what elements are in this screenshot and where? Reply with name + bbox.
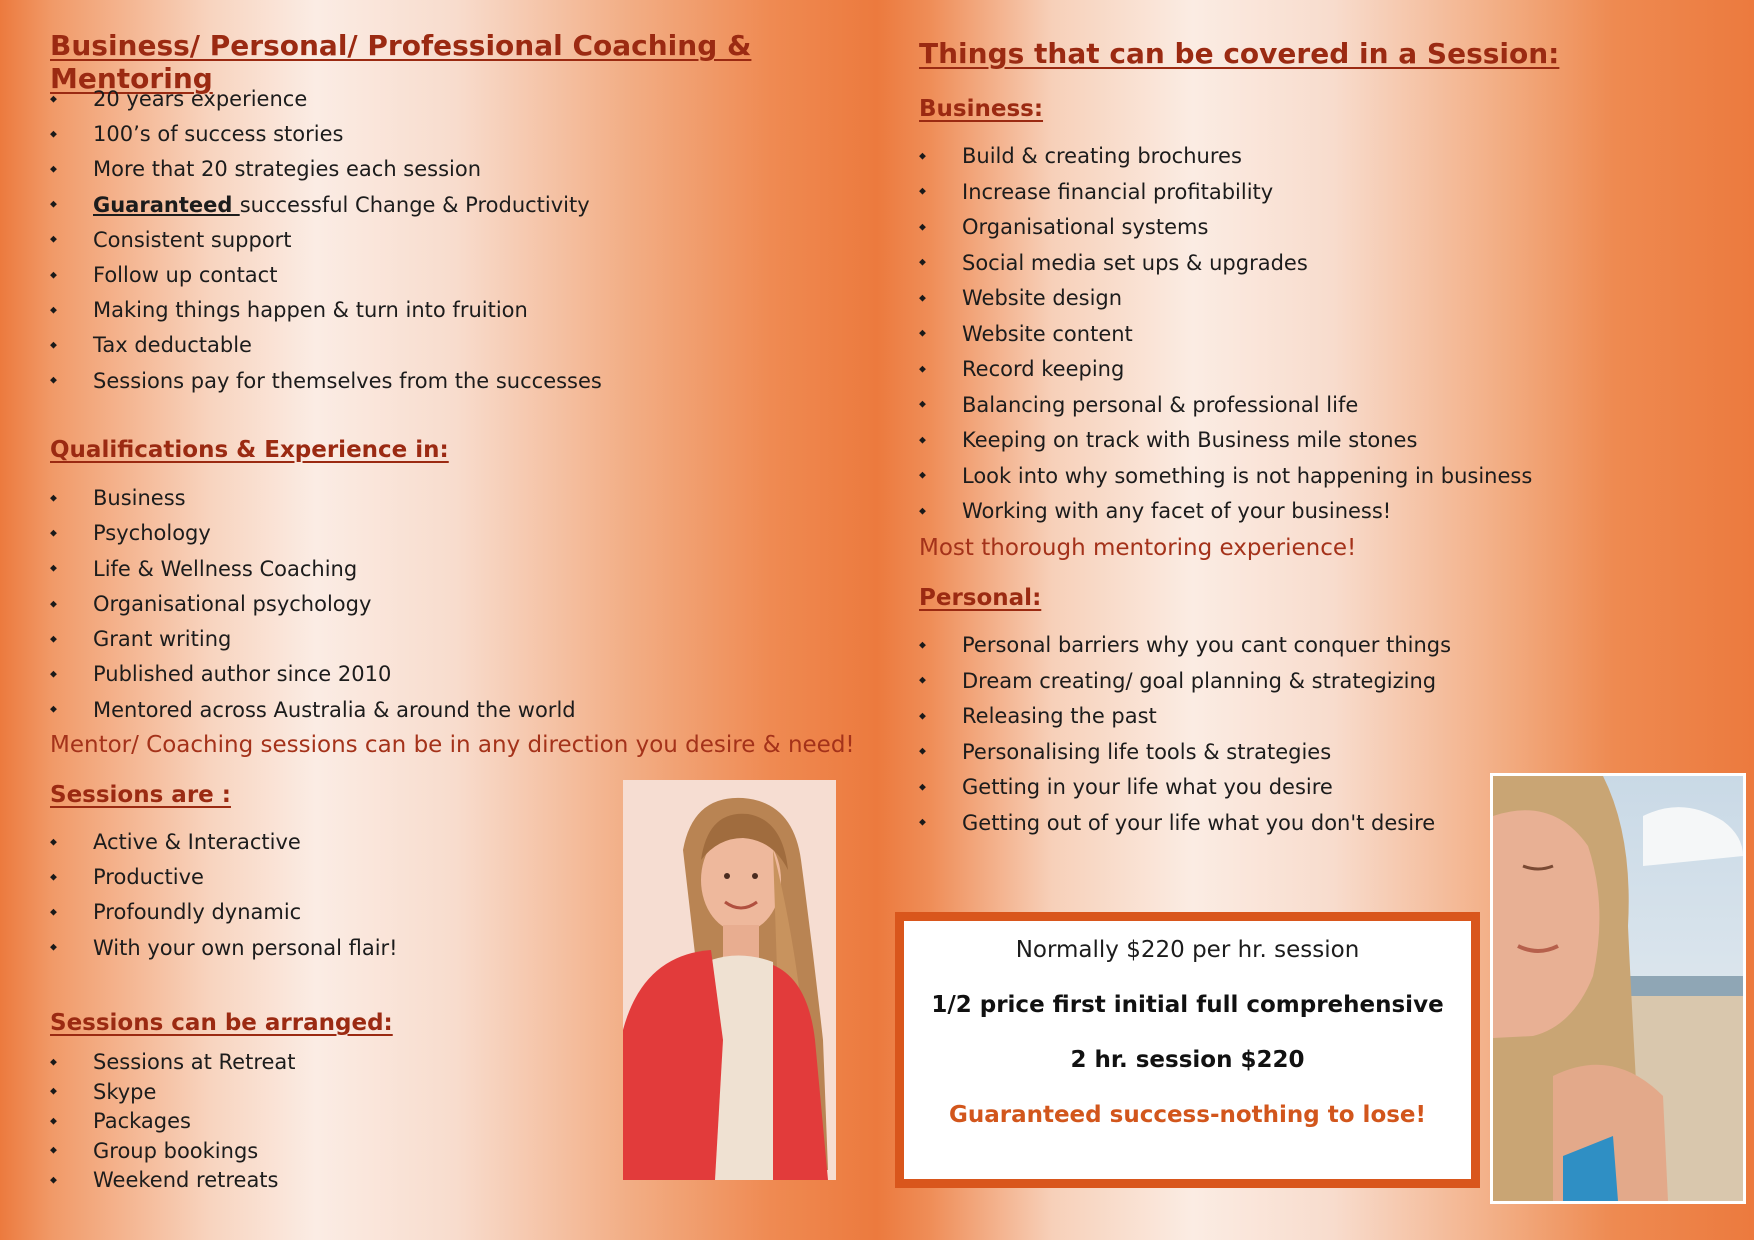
- list-item: ◆ Follow up contact: [50, 258, 602, 293]
- session-topics-title: Things that can be covered in a Session:: [919, 37, 1560, 70]
- list-item: ◆ Balancing personal & professional life: [919, 388, 1532, 424]
- list-item: ◆ Dream creating/ goal planning & strategizing: [919, 664, 1451, 700]
- list-item: ◆ Website design: [919, 281, 1532, 317]
- business-list: [919, 139, 1532, 530]
- list-item: ◆ Build & creating brochures: [919, 139, 1532, 175]
- sessions-are-heading: Sessions are :: [50, 782, 231, 808]
- list-item: ◆ Organisational systems: [919, 210, 1532, 246]
- list-item: ◆ Sessions pay for themselves from the successes: [50, 364, 602, 399]
- list-item: ◆ Weekend retreats: [50, 1166, 296, 1196]
- mentor-tagline: Mentor/ Coaching sessions can be in any direction you desire & need!: [50, 732, 855, 758]
- guaranteed-emphasis: Guaranteed: [93, 192, 240, 217]
- offer-line-1: 1/2 price first initial full comprehensive: [931, 992, 1444, 1018]
- arranged-list: [50, 1048, 296, 1196]
- list-item: ◆ Mentored across Australia & around the world: [50, 693, 576, 728]
- list-item: ◆ Organisational psychology: [50, 587, 576, 622]
- list-item: ◆ Consistent support: [50, 223, 602, 258]
- list-item: ◆ Business: [50, 481, 576, 516]
- list-item: ◆ With your own personal flair!: [50, 931, 398, 966]
- personal-heading: Personal:: [919, 585, 1042, 611]
- list-item: ◆ More that 20 strategies each session: [50, 152, 602, 187]
- list-item: ◆ Getting out of your life what you don't desire: [919, 806, 1451, 842]
- list-item: ◆ Life & Wellness Coaching: [50, 552, 576, 587]
- list-item: ◆ Getting in your life what you desire: [919, 770, 1451, 806]
- mentoring-tagline: Most thorough mentoring experience!: [919, 535, 1357, 561]
- list-item: ◆ 20 years experience: [50, 82, 602, 117]
- highlights-list: [50, 82, 602, 399]
- list-item: ◆ Grant writing: [50, 622, 576, 657]
- guaranteed-text: successful Change & Productivity: [239, 192, 590, 217]
- guarantee-text: Guaranteed success-nothing to lose!: [948, 1102, 1427, 1128]
- list-item: ◆ Published author since 2010: [50, 657, 576, 692]
- list-item: ◆ Making things happen & turn into fruition: [50, 293, 602, 328]
- list-item: ◆ Social media set ups & upgrades: [919, 246, 1532, 282]
- offer-line-2: 2 hr. session $220: [1070, 1047, 1305, 1073]
- arranged-heading: Sessions can be arranged:: [50, 1010, 393, 1036]
- page-title: Business/ Personal/ Professional Coaching & Mentoring: [50, 29, 752, 95]
- sessions-are-list: [50, 825, 398, 966]
- pricing-box: [895, 912, 1480, 1188]
- list-item: ◆ Look into why something is not happening in business: [919, 459, 1532, 495]
- list-item: ◆ Sessions at Retreat: [50, 1048, 296, 1078]
- list-item: ◆ Active & Interactive: [50, 825, 398, 860]
- list-item: ◆ Packages: [50, 1107, 296, 1137]
- list-item: ◆ Profoundly dynamic: [50, 895, 398, 930]
- coach-portrait-photo: [623, 780, 836, 1180]
- list-item: ◆ Personal barriers why you cant conquer things: [919, 628, 1451, 664]
- list-item: ◆ Group bookings: [50, 1137, 296, 1167]
- list-item: ◆ Increase financial profitability: [919, 175, 1532, 211]
- list-item: ◆ Personalising life tools & strategies: [919, 735, 1451, 771]
- list-item: ◆ Record keeping: [919, 352, 1532, 388]
- list-item: ◆ Working with any facet of your business!: [919, 494, 1532, 530]
- list-item: ◆ Releasing the past: [919, 699, 1451, 735]
- list-item: ◆ 100’s of success stories: [50, 117, 602, 152]
- list-item: [50, 188, 602, 223]
- personal-list: [919, 628, 1451, 841]
- business-heading: Business:: [919, 96, 1044, 122]
- list-item: ◆ Keeping on track with Business mile stones: [919, 423, 1532, 459]
- list-item: ◆ Psychology: [50, 516, 576, 551]
- list-item: ◆ Tax deductable: [50, 328, 602, 363]
- list-item: ◆ Website content: [919, 317, 1532, 353]
- normal-price: Normally $220 per hr. session: [1015, 937, 1360, 963]
- qualifications-heading: Qualifications & Experience in:: [50, 437, 449, 463]
- list-item: ◆ Productive: [50, 860, 398, 895]
- list-item: ◆ Skype: [50, 1078, 296, 1108]
- qualifications-list: [50, 481, 576, 728]
- beach-portrait-photo: [1490, 773, 1746, 1204]
